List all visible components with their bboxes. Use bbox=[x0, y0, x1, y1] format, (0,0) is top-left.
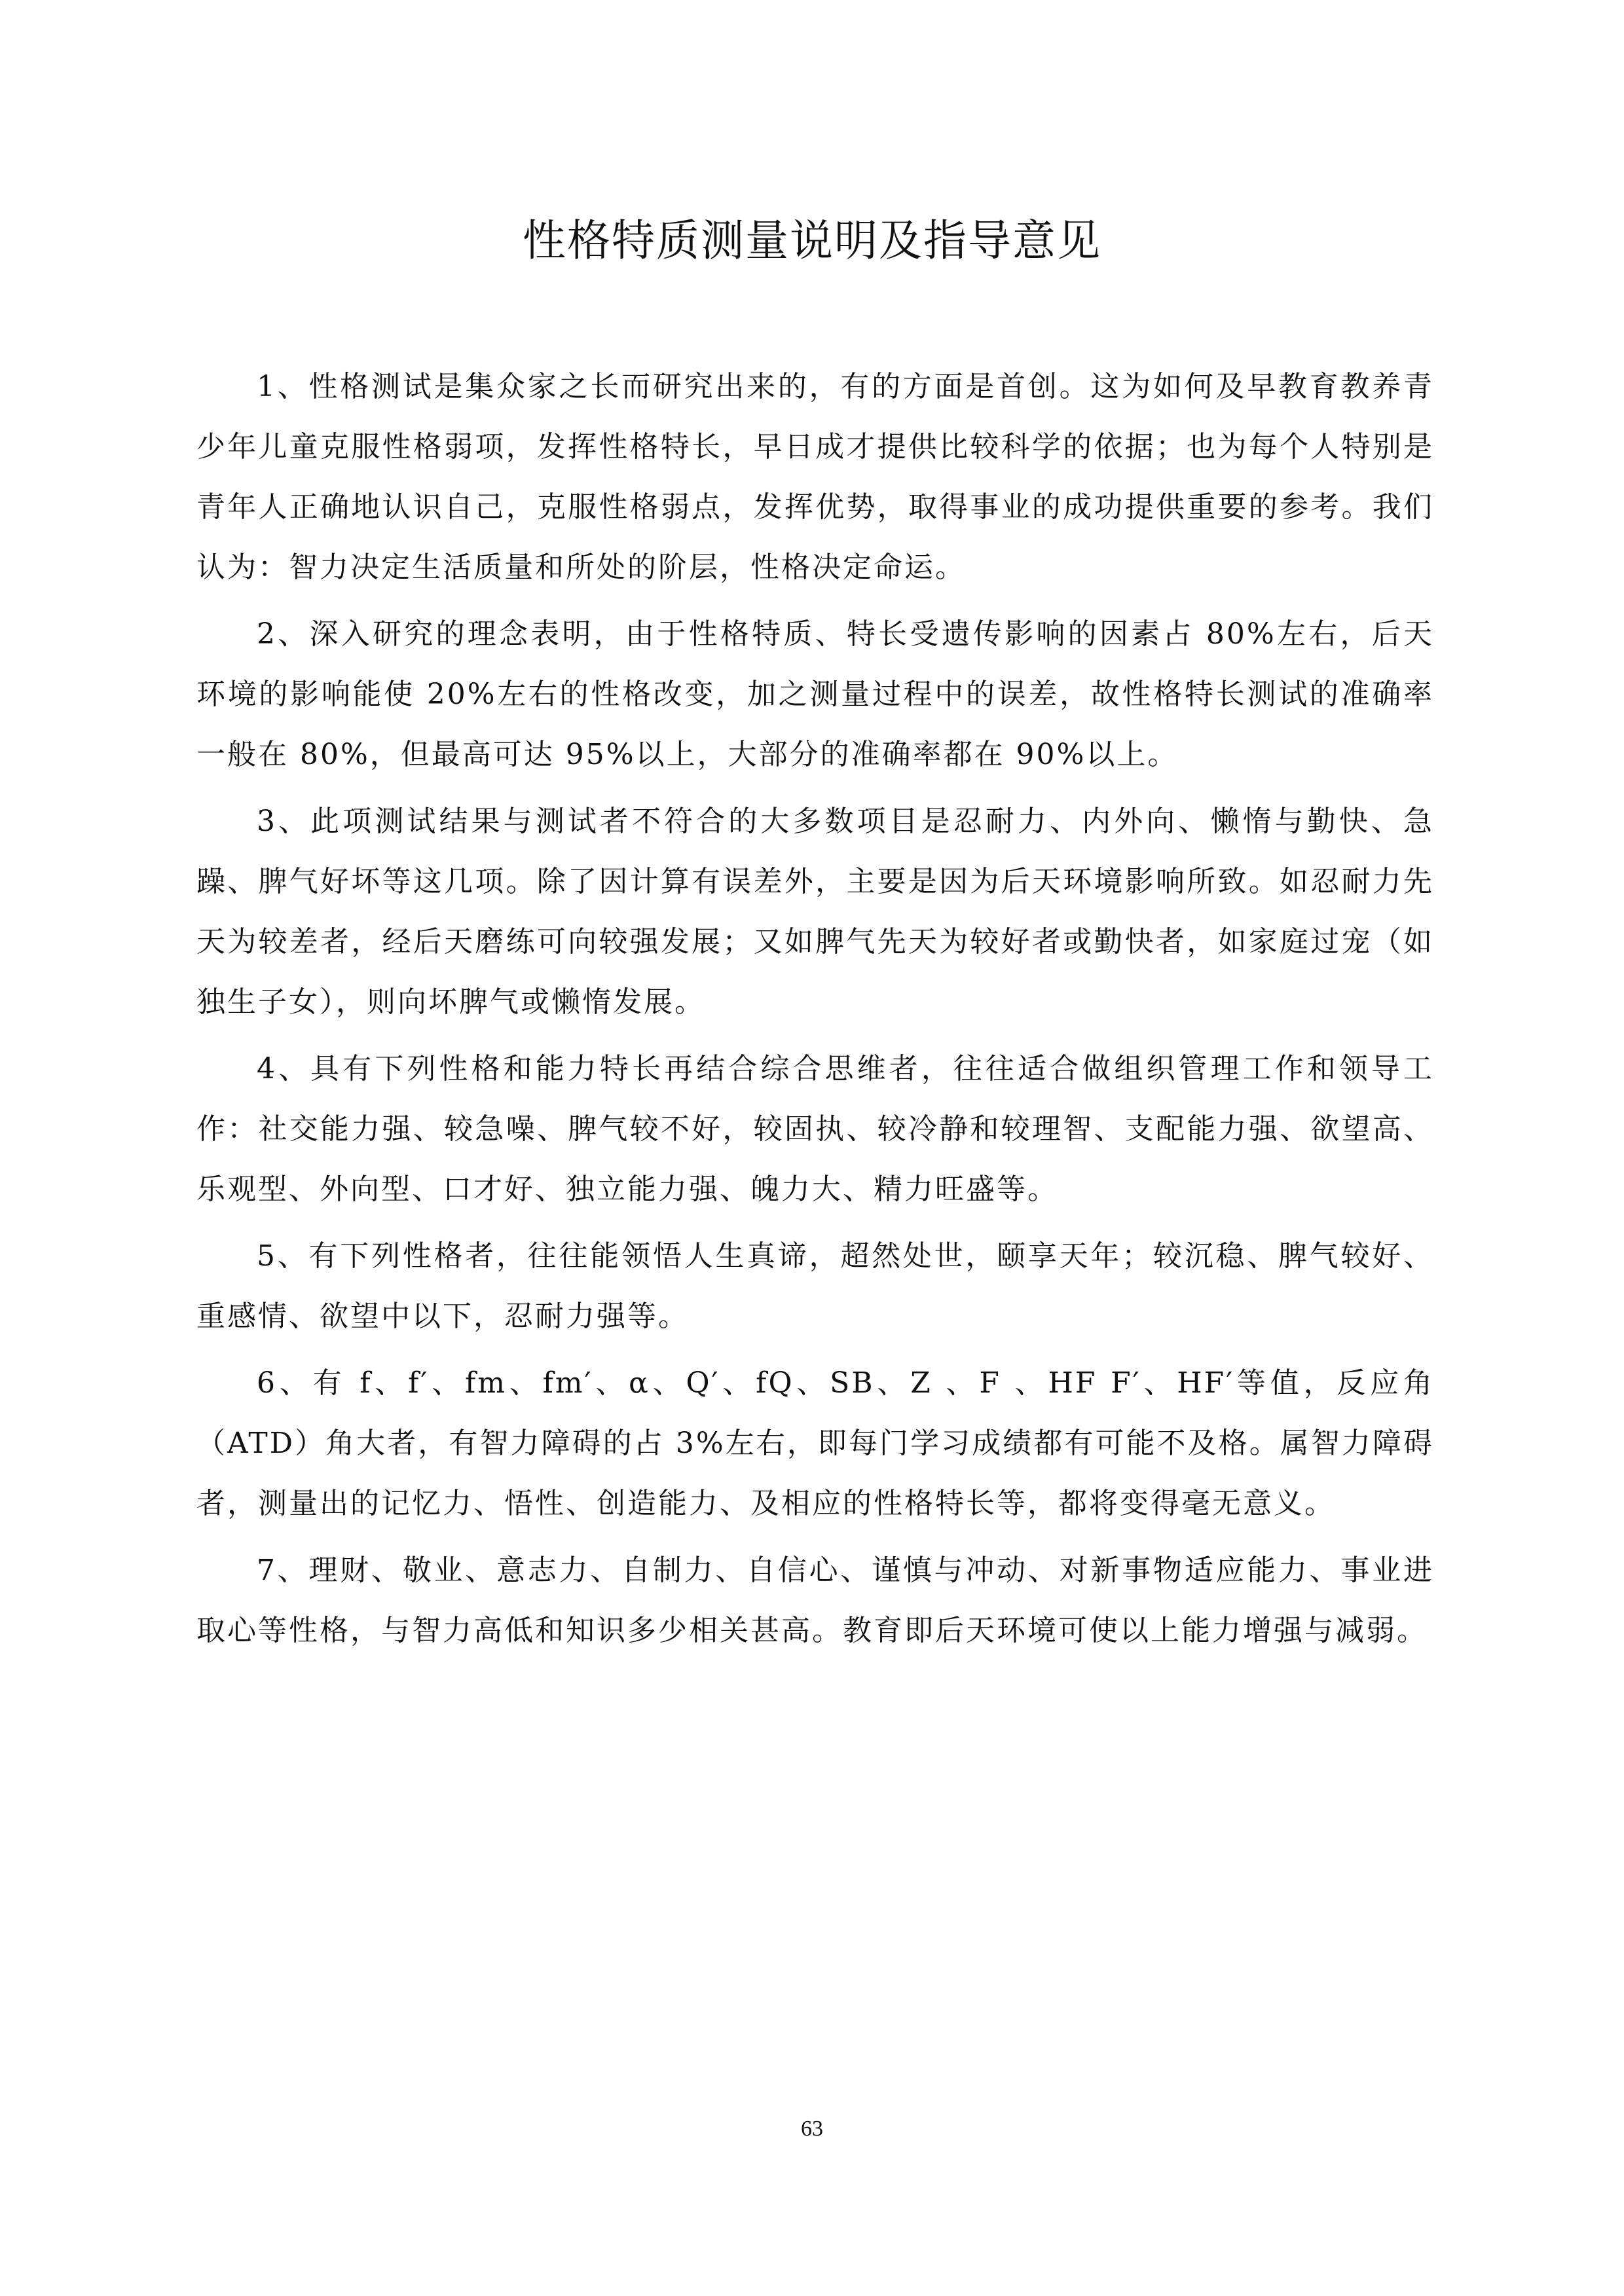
paragraph-6: 6、有 f、f′、fm、fm′、α、Q′、fQ、SB、Z 、F 、HF F′、HF′等值，反应角（ATD）角大者，有智力障碍的占 3%左右，即每门学习成绩都有可能不及格。属智力障碍者，测量出的记忆力、悟性、创造能力、及相应的性格特长等，都将变得毫无意义。 bbox=[196, 1366, 1434, 1520]
paragraph-3: 3、此项测试结果与测试者不符合的大多数项目是忍耐力、内外向、懒惰与勤快、急躁、脾气好坏等这几项。除了因计算有误差外，主要是因为后天环境影响所致。如忍耐力先天为较差者，经后天磨练可向较强发展；又如脾气先天为较好者或勤快者，如家庭过宠（如独生子女），则向坏脾气或懒惰发展。 bbox=[196, 805, 1434, 1019]
paragraph-7: 7、理财、敬业、意志力、自制力、自信心、谨慎与冲动、对新事物适应能力、事业进取心等性格，与智力高低和知识多少相关甚高。教育即后天环境可使以上能力增强与减弱。 bbox=[196, 1554, 1434, 1647]
paragraph-2: 2、深入研究的理念表明，由于性格特质、特长受遗传影响的因素占 80%左右，后天环境的影响能使 20%左右的性格改变，加之测量过程中的误差，故性格特长测试的准确率一般在 80%，但最高可达 95%以上，大部分的准确率都在 90%以上。 bbox=[196, 617, 1434, 771]
paragraph-1: 1、性格测试是集众家之长而研究出来的，有的方面是首创。这为如何及早教育教养青少年儿童克服性格弱项，发挥性格特长，早日成才提供比较科学的依据；也为每个人特别是青年人正确地认识自己，克服性格弱点，发挥优势，取得事业的成功提供重要的参考。我们认为：智力决定生活质量和所处的阶层，性格决定命运。 bbox=[196, 370, 1434, 584]
page-title: 性格特质测量说明及指导意见 bbox=[523, 215, 1101, 266]
paragraph-4: 4、具有下列性格和能力特长再结合综合思维者，往往适合做组织管理工作和领导工作：社交能力强、较急噪、脾气较不好，较固执、较冷静和较理智、支配能力强、欲望高、乐观型、外向型、口才好、独立能力强、魄力大、精力旺盛等。 bbox=[196, 1052, 1434, 1206]
paragraph-5: 5、有下列性格者，往往能领悟人生真谛，超然处世，颐享天年；较沉稳、脾气较好、重感情、欲望中以下，忍耐力强等。 bbox=[196, 1239, 1434, 1333]
body-text bbox=[196, 357, 1434, 1667]
page-number: 63 bbox=[801, 2117, 823, 2141]
